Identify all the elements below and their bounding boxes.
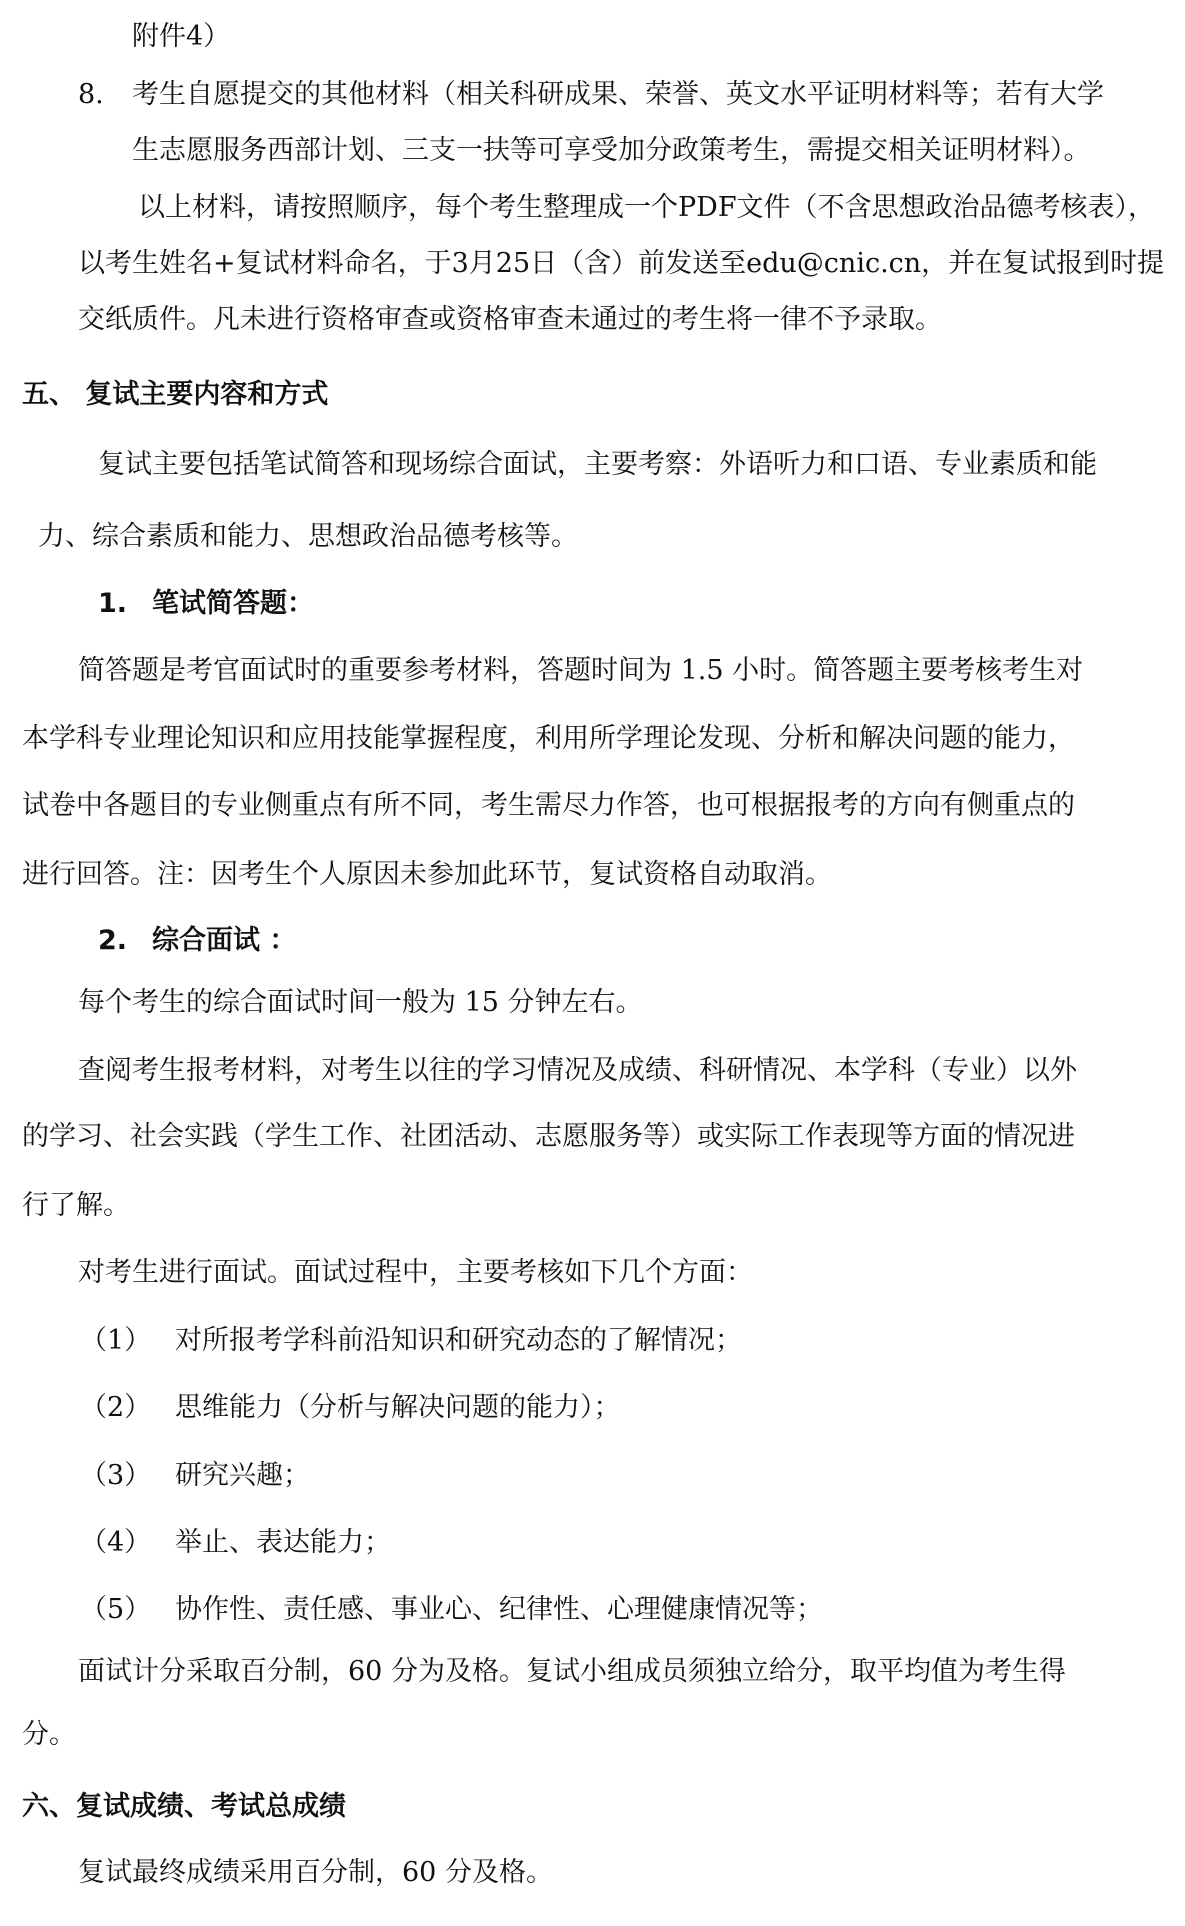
section-5-intro-line-1: 复试主要包括笔试简答和现场综合面试，主要考察：外语听力和口语、专业素质和能: [98, 449, 1097, 480]
subsection-2-heading: [98, 924, 296, 958]
materials-review-line-3: 行了解。: [22, 1190, 130, 1221]
attachment-tail-text: 附件4）: [132, 21, 231, 52]
aspect-item: [80, 1526, 391, 1560]
aspect-item: [80, 1593, 823, 1627]
submit-paragraph-line-2: 以考生姓名+复试材料命名，于3月25日（含）前发送至edu@cnic.cn，并在复试报到时提: [78, 248, 1165, 279]
materials-review-line-1: 查阅考生报考材料，对考生以往的学习情况及成绩、科研情况、本学科（专业）以外: [78, 1055, 1077, 1086]
aspect-item: [80, 1459, 310, 1493]
aspect-number: （3）: [80, 1460, 152, 1491]
section-5-heading: 五、 复试主要内容和方式: [22, 379, 329, 410]
aspect-text: 思维能力（分析与解决问题的能力）；: [175, 1392, 621, 1423]
interview-duration-text: 每个考生的综合面试时间一般为 15 分钟左右。: [78, 987, 643, 1018]
written-exam-line-4: 进行回答。注：因考生个人原因未参加此环节，复试资格自动取消。: [22, 859, 832, 890]
subsection-1-number: 1.: [98, 588, 128, 619]
written-exam-line-3: 试卷中各题目的专业侧重点有所不同，考生需尽力作答，也可根据报考的方向有侧重点的: [22, 790, 1075, 821]
scoring-line-1: 面试计分采取百分制，60 分为及格。复试小组成员须独立给分，取平均值为考生得: [78, 1656, 1066, 1687]
aspect-number: （4）: [80, 1527, 152, 1558]
aspect-number: （5）: [80, 1594, 152, 1625]
submit-paragraph-line-1: 以上材料，请按照顺序，每个考生整理成一个PDF文件（不含思想政治品德考核表），: [138, 192, 1156, 223]
subsection-1-title: 笔试简答题：: [152, 588, 314, 619]
scoring-line-2: 分。: [22, 1719, 76, 1750]
written-exam-line-1: 简答题是考官面试时的重要参考材料，答题时间为 1.5 小时。简答题主要考核考生对: [78, 655, 1084, 686]
final-score-text: 复试最终成绩采用百分制，60 分及格。: [78, 1857, 553, 1888]
subsection-2-title: 综合面试 ：: [152, 925, 297, 956]
submit-paragraph-line-3: 交纸质件。凡未进行资格审查或资格审查未通过的考生将一律不予录取。: [78, 304, 942, 335]
materials-review-line-2: 的学习、社会实践（学生工作、社团活动、志愿服务等）或实际工作表现等方面的情况进: [22, 1121, 1075, 1152]
aspect-number: （1）: [80, 1325, 152, 1356]
aspect-item: [80, 1391, 621, 1425]
subsection-2-number: 2.: [98, 925, 128, 956]
aspect-text: 协作性、责任感、事业心、纪律性、心理健康情况等；: [175, 1594, 823, 1625]
item-8-number: 8.: [78, 79, 104, 110]
subsection-1-heading: [98, 587, 314, 621]
aspect-text: 举止、表达能力；: [175, 1527, 391, 1558]
item-8-line-1: [78, 78, 1104, 112]
aspect-text: 对所报考学科前沿知识和研究动态的了解情况；: [175, 1325, 742, 1356]
item-8-line-2: 生志愿服务西部计划、三支一扶等可享受加分政策考生，需提交相关证明材料）。: [132, 135, 1091, 166]
interview-intro-text: 对考生进行面试。面试过程中，主要考核如下几个方面：: [78, 1257, 753, 1288]
aspect-item: [80, 1324, 742, 1358]
written-exam-line-2: 本学科专业理论知识和应用技能掌握程度，利用所学理论发现、分析和解决问题的能力，: [22, 723, 1075, 754]
item-8-text: 考生自愿提交的其他材料（相关科研成果、荣誉、英文水平证明材料等；若有大学: [132, 79, 1104, 110]
section-5-intro-line-2: 力、综合素质和能力、思想政治品德考核等。: [38, 521, 578, 552]
aspect-text: 研究兴趣；: [175, 1460, 310, 1491]
section-6-heading: 六、复试成绩、考试总成绩: [22, 1791, 346, 1822]
aspect-number: （2）: [80, 1392, 152, 1423]
